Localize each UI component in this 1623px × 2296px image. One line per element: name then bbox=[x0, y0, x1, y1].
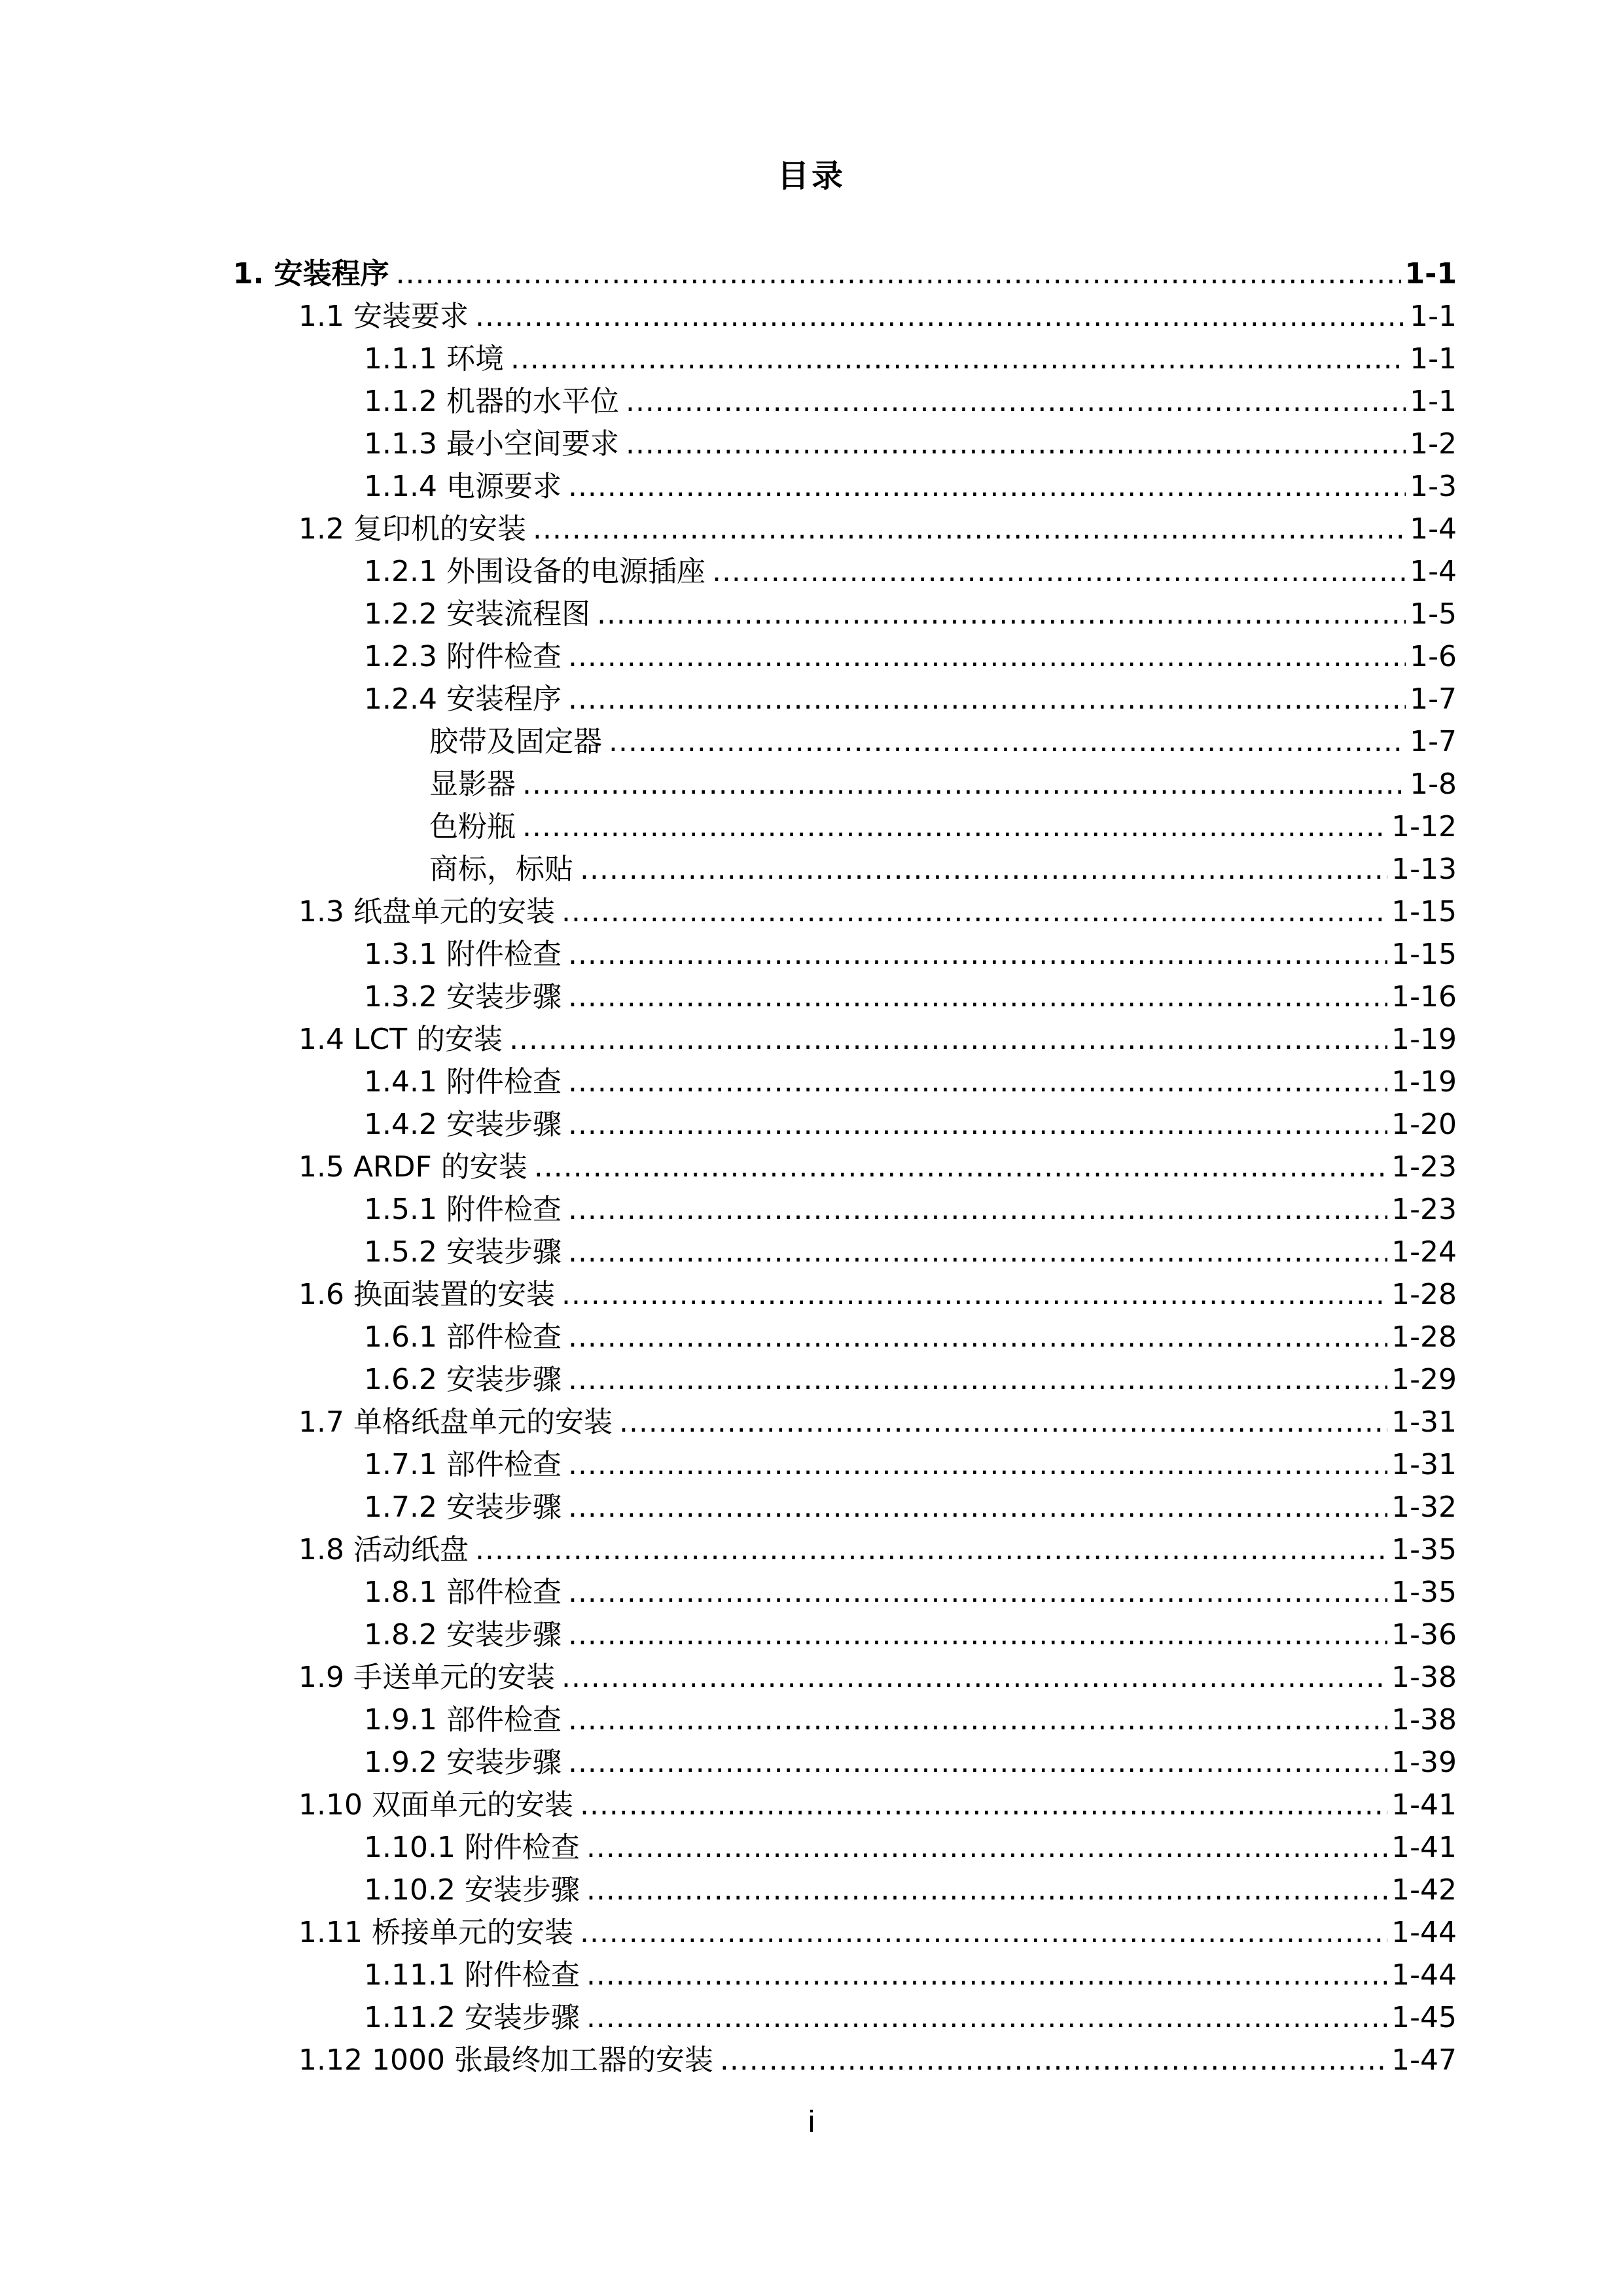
toc-entry-label: 1.8.1 部件检查 bbox=[364, 1576, 562, 1609]
toc-entry[interactable] bbox=[0, 334, 1623, 376]
toc-entry[interactable] bbox=[0, 1822, 1623, 1865]
toc-entry-label: 1.1.3 最小空间要求 bbox=[364, 427, 619, 461]
toc-entry-page: 1-4 bbox=[1410, 555, 1457, 588]
dot-leader bbox=[712, 555, 1406, 589]
dot-leader bbox=[568, 1363, 1387, 1397]
toc-entry-page: 1-38 bbox=[1391, 1703, 1457, 1737]
dot-leader bbox=[568, 1491, 1387, 1525]
toc-entry-label: 1.6.2 安装步骤 bbox=[364, 1363, 562, 1396]
toc-entry[interactable] bbox=[0, 1142, 1623, 1184]
dot-leader bbox=[568, 1320, 1387, 1354]
toc-entry[interactable] bbox=[0, 1482, 1623, 1525]
toc-entry-label: 1.9.1 部件检查 bbox=[364, 1703, 562, 1737]
dot-leader bbox=[586, 1958, 1387, 1992]
page-title: 目录 bbox=[777, 158, 846, 194]
dot-leader bbox=[562, 1661, 1387, 1695]
toc-entry[interactable] bbox=[0, 504, 1623, 546]
toc-entry-page: 1-38 bbox=[1391, 1661, 1457, 1694]
dot-leader bbox=[533, 512, 1406, 546]
dot-leader bbox=[522, 768, 1406, 802]
toc-entry[interactable] bbox=[0, 1354, 1623, 1397]
toc-entry-label: 1.8 活动纸盘 bbox=[298, 1533, 469, 1566]
toc-entry-page: 1-15 bbox=[1391, 938, 1457, 971]
toc-entry[interactable] bbox=[0, 1992, 1623, 2035]
toc-entry-label: 1.9 手送单元的安装 bbox=[298, 1661, 555, 1694]
dot-leader bbox=[568, 1235, 1387, 1269]
toc-entry-page: 1-1 bbox=[1410, 342, 1457, 376]
dot-leader bbox=[562, 1278, 1387, 1312]
dot-leader bbox=[568, 1618, 1387, 1652]
toc-entry-label: 1.4 LCT 的安装 bbox=[298, 1023, 503, 1056]
toc-entry[interactable] bbox=[0, 1227, 1623, 1269]
toc-entry-label: 1.3.1 附件检查 bbox=[364, 938, 562, 971]
dot-leader bbox=[509, 1023, 1387, 1057]
toc-entry-page: 1-45 bbox=[1391, 2001, 1457, 2034]
toc-entry-page: 1-19 bbox=[1391, 1023, 1457, 1056]
dot-leader bbox=[568, 470, 1406, 504]
toc-entry-page: 1-12 bbox=[1391, 810, 1457, 843]
toc-entry-label: 显影器 bbox=[429, 768, 516, 801]
toc-entry-page: 1-29 bbox=[1391, 1363, 1457, 1396]
toc-entry-page: 1-8 bbox=[1410, 768, 1457, 801]
toc-entry-page: 1-3 bbox=[1410, 470, 1457, 503]
toc-entry-label: 1.4.1 附件检查 bbox=[364, 1065, 562, 1099]
toc-entry[interactable] bbox=[0, 419, 1623, 461]
toc-entry-label: 1.10 双面单元的安装 bbox=[298, 1788, 573, 1822]
toc-entry-page: 1-24 bbox=[1391, 1235, 1457, 1269]
dot-leader bbox=[568, 1703, 1387, 1737]
toc-entry-label: 1.1.4 电源要求 bbox=[364, 470, 562, 503]
toc-entry[interactable] bbox=[0, 844, 1623, 887]
dot-leader bbox=[568, 1448, 1387, 1482]
dot-leader bbox=[522, 810, 1387, 844]
toc-entry-label: 1.7 单格纸盘单元的安装 bbox=[298, 1405, 613, 1439]
toc-entry[interactable] bbox=[0, 1737, 1623, 1780]
toc-entry-page: 1-7 bbox=[1410, 725, 1457, 758]
toc-entry-label: 1.5.2 安装步骤 bbox=[364, 1235, 562, 1269]
dot-leader bbox=[568, 1746, 1387, 1780]
toc-entry[interactable] bbox=[0, 1184, 1623, 1227]
toc-entry-page: 1-1 bbox=[1404, 257, 1457, 291]
toc-entry-page: 1-4 bbox=[1410, 512, 1457, 546]
toc-entry[interactable] bbox=[0, 972, 1623, 1014]
toc-entry[interactable] bbox=[0, 1439, 1623, 1482]
toc-entry-page: 1-47 bbox=[1391, 2043, 1457, 2077]
toc-entry-label: 1.2 复印机的安装 bbox=[298, 512, 526, 546]
toc-entry-label: 1.2.2 安装流程图 bbox=[364, 597, 590, 631]
toc-entry[interactable] bbox=[0, 249, 1623, 291]
dot-leader bbox=[568, 1576, 1387, 1610]
toc-entry[interactable] bbox=[0, 1695, 1623, 1737]
toc-entry-page: 1-2 bbox=[1410, 427, 1457, 461]
toc-entry[interactable] bbox=[0, 1610, 1623, 1652]
toc-entry[interactable] bbox=[0, 716, 1623, 759]
toc-entry-label: 1.10.1 附件检查 bbox=[364, 1831, 580, 1864]
toc-entry-page: 1-41 bbox=[1391, 1831, 1457, 1864]
toc-entry-label: 1.2.4 安装程序 bbox=[364, 682, 562, 716]
toc-entry-label: 色粉瓶 bbox=[429, 810, 516, 843]
toc-entry-page: 1-39 bbox=[1391, 1746, 1457, 1779]
toc-entry-label: 1.9.2 安装步骤 bbox=[364, 1746, 562, 1779]
toc-entry-page: 1-23 bbox=[1391, 1193, 1457, 1226]
dot-leader bbox=[568, 1193, 1387, 1227]
dot-leader bbox=[568, 1108, 1387, 1142]
dot-leader bbox=[568, 1065, 1387, 1099]
dot-leader bbox=[619, 1405, 1387, 1439]
toc-entry[interactable] bbox=[0, 1057, 1623, 1099]
toc-entry-page: 1-31 bbox=[1391, 1405, 1457, 1439]
toc-entry-page: 1-28 bbox=[1391, 1278, 1457, 1311]
toc-entry-label: 1.8.2 安装步骤 bbox=[364, 1618, 562, 1651]
dot-leader bbox=[396, 257, 1401, 291]
toc-entry-label: 1.5.1 附件检查 bbox=[364, 1193, 562, 1226]
dot-leader bbox=[475, 1533, 1387, 1567]
toc-entry[interactable] bbox=[0, 1652, 1623, 1695]
toc-entry[interactable] bbox=[0, 1312, 1623, 1354]
toc-entry-label: 1.3 纸盘单元的安装 bbox=[298, 895, 555, 928]
toc-entry[interactable] bbox=[0, 1865, 1623, 1907]
toc-entry-page: 1-19 bbox=[1391, 1065, 1457, 1099]
dot-leader bbox=[510, 342, 1406, 376]
toc-entry-page: 1-7 bbox=[1410, 682, 1457, 716]
toc-entry[interactable] bbox=[0, 887, 1623, 929]
toc-entry[interactable] bbox=[0, 631, 1623, 674]
dot-leader bbox=[720, 2043, 1387, 2077]
toc-entry-label: 1.2.3 附件检查 bbox=[364, 640, 562, 673]
dot-leader bbox=[568, 980, 1387, 1014]
toc-entry-page: 1-15 bbox=[1391, 895, 1457, 928]
dot-leader bbox=[626, 385, 1406, 419]
toc-entry[interactable] bbox=[0, 376, 1623, 419]
toc-entry[interactable] bbox=[0, 674, 1623, 716]
dot-leader bbox=[626, 427, 1406, 461]
dot-leader bbox=[580, 853, 1387, 887]
toc-entry[interactable] bbox=[0, 1525, 1623, 1567]
toc-entry-label: 1.12 1000 张最终加工器的安装 bbox=[298, 2043, 713, 2077]
toc-entry[interactable] bbox=[0, 759, 1623, 802]
toc-entry[interactable] bbox=[0, 2035, 1623, 2077]
dot-leader bbox=[568, 938, 1387, 972]
toc-entry-label: 1.11 桥接单元的安装 bbox=[298, 1916, 573, 1949]
toc-entry-page: 1-41 bbox=[1391, 1788, 1457, 1822]
toc-entry-label: 1.1 安装要求 bbox=[298, 300, 469, 333]
toc-entry-page: 1-28 bbox=[1391, 1320, 1457, 1354]
toc-entry[interactable] bbox=[0, 929, 1623, 972]
toc-entry[interactable] bbox=[0, 291, 1623, 334]
toc-entry-label: 1.1.2 机器的水平位 bbox=[364, 385, 619, 418]
page-number: i bbox=[808, 2104, 815, 2138]
toc-entry[interactable] bbox=[0, 1950, 1623, 1992]
toc-entry-label: 1.2.1 外围设备的电源插座 bbox=[364, 555, 705, 588]
dot-leader bbox=[562, 895, 1387, 929]
table-of-contents bbox=[0, 249, 1623, 2077]
dot-leader bbox=[580, 1788, 1387, 1822]
toc-entry-label: 商标，标贴 bbox=[429, 853, 573, 886]
toc-entry-page: 1-6 bbox=[1410, 640, 1457, 673]
toc-entry-page: 1-1 bbox=[1410, 300, 1457, 333]
toc-entry-label: 1.11.1 附件检查 bbox=[364, 1958, 580, 1992]
toc-entry-label: 1.4.2 安装步骤 bbox=[364, 1108, 562, 1141]
toc-entry-label: 1.1.1 环境 bbox=[364, 342, 504, 376]
toc-entry[interactable] bbox=[0, 1099, 1623, 1142]
toc-entry-page: 1-35 bbox=[1391, 1576, 1457, 1609]
dot-leader bbox=[586, 1873, 1387, 1907]
toc-entry-page: 1-36 bbox=[1391, 1618, 1457, 1651]
toc-entry-label: 1. 安装程序 bbox=[233, 257, 389, 291]
toc-entry[interactable] bbox=[0, 1907, 1623, 1950]
dot-leader bbox=[586, 2001, 1387, 2035]
dot-leader bbox=[609, 725, 1406, 759]
dot-leader bbox=[597, 597, 1406, 631]
toc-entry-label: 1.10.2 安装步骤 bbox=[364, 1873, 580, 1907]
toc-entry-page: 1-31 bbox=[1391, 1448, 1457, 1481]
toc-entry-label: 1.7.1 部件检查 bbox=[364, 1448, 562, 1481]
toc-entry[interactable] bbox=[0, 546, 1623, 589]
toc-entry[interactable] bbox=[0, 1397, 1623, 1439]
toc-entry[interactable] bbox=[0, 1014, 1623, 1057]
dot-leader bbox=[586, 1831, 1387, 1865]
toc-entry-page: 1-44 bbox=[1391, 1958, 1457, 1992]
toc-entry-label: 胶带及固定器 bbox=[429, 725, 602, 758]
toc-entry[interactable] bbox=[0, 461, 1623, 504]
toc-entry-page: 1-20 bbox=[1391, 1108, 1457, 1141]
dot-leader bbox=[568, 682, 1406, 716]
toc-entry-page: 1-5 bbox=[1410, 597, 1457, 631]
dot-leader bbox=[534, 1150, 1387, 1184]
toc-entry-page: 1-32 bbox=[1391, 1491, 1457, 1524]
toc-entry-label: 1.3.2 安装步骤 bbox=[364, 980, 562, 1014]
toc-entry[interactable] bbox=[0, 1269, 1623, 1312]
toc-entry[interactable] bbox=[0, 589, 1623, 631]
toc-entry-label: 1.6 换面装置的安装 bbox=[298, 1278, 555, 1311]
toc-entry[interactable] bbox=[0, 802, 1623, 844]
toc-entry-page: 1-16 bbox=[1391, 980, 1457, 1014]
dot-leader bbox=[568, 640, 1406, 674]
dot-leader bbox=[475, 300, 1406, 334]
toc-entry-page: 1-42 bbox=[1391, 1873, 1457, 1907]
toc-entry-page: 1-1 bbox=[1410, 385, 1457, 418]
toc-entry[interactable] bbox=[0, 1567, 1623, 1610]
toc-entry-page: 1-13 bbox=[1391, 853, 1457, 886]
toc-entry-page: 1-44 bbox=[1391, 1916, 1457, 1949]
toc-entry-label: 1.7.2 安装步骤 bbox=[364, 1491, 562, 1524]
toc-entry-page: 1-35 bbox=[1391, 1533, 1457, 1566]
toc-entry[interactable] bbox=[0, 1780, 1623, 1822]
toc-entry-label: 1.11.2 安装步骤 bbox=[364, 2001, 580, 2034]
toc-entry-page: 1-23 bbox=[1391, 1150, 1457, 1184]
toc-entry-label: 1.6.1 部件检查 bbox=[364, 1320, 562, 1354]
dot-leader bbox=[580, 1916, 1387, 1950]
toc-entry-label: 1.5 ARDF 的安装 bbox=[298, 1150, 527, 1184]
